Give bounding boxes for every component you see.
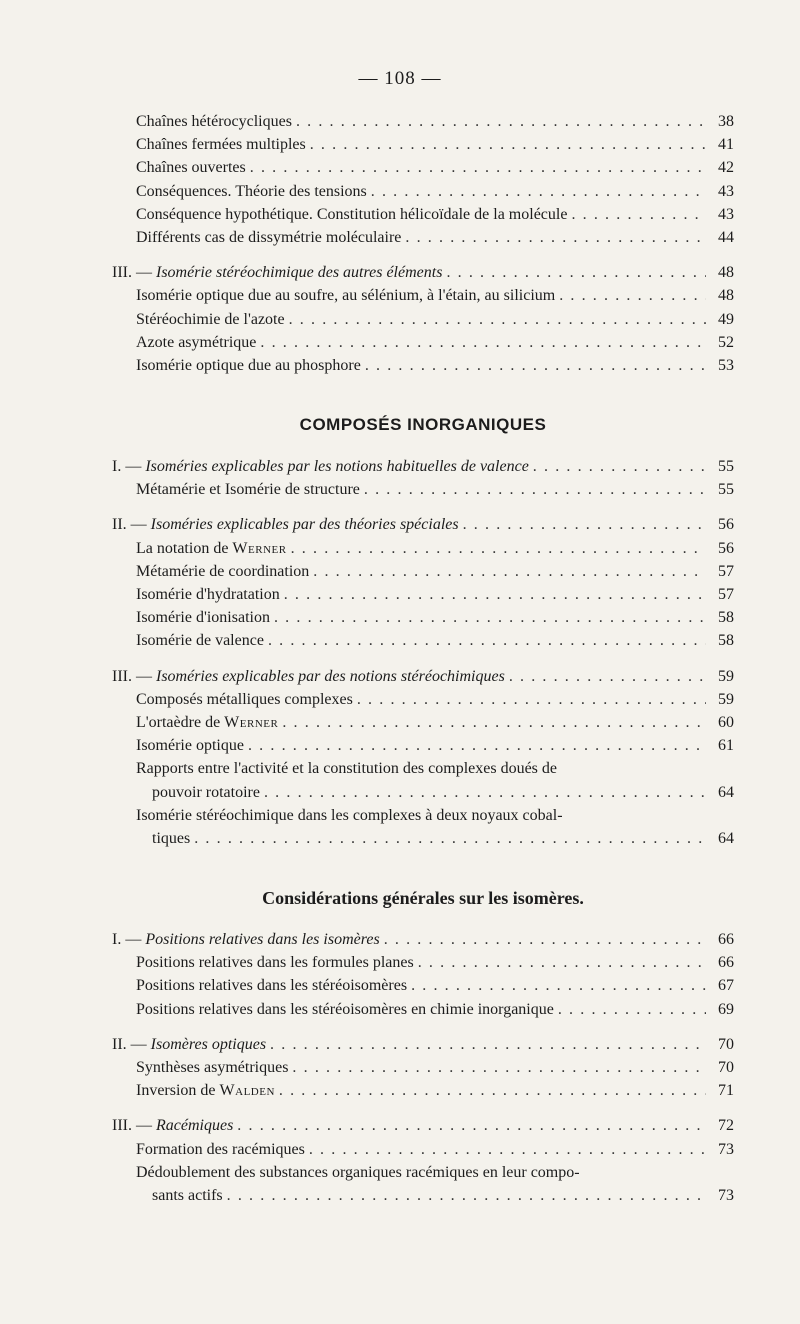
- toc-entry: Métamérie et Isomérie de structure . . . 55: [112, 478, 734, 501]
- section-title-general: Considérations générales sur les isomères.: [262, 888, 584, 909]
- toc-entry: Conséquence hypothétique. Constitution hélicoïdale de la molécule . . . 43: [112, 203, 734, 226]
- toc-section-heading: I. — Isoméries explicables par les notions habituelles de valence . . . 55: [112, 455, 734, 478]
- toc-entry: Azote asymétrique . . . 52: [112, 331, 734, 354]
- toc-entry-line: Dédoublement des substances organiques racémiques en leur compo-: [136, 1163, 580, 1181]
- toc-entry: Stéréochimie de l'azote . . . 49: [112, 308, 734, 331]
- toc-entry-line: Isomérie stéréochimique dans les complexes à deux noyaux cobal-: [136, 806, 563, 824]
- toc-section-heading: I. — Positions relatives dans les isomères . . . 66: [112, 928, 734, 951]
- toc-entry: pouvoir rotatoire . . . 64: [112, 781, 734, 804]
- toc-section-heading: III. — Isoméries explicables par des notions stéréochimiques . . . 59: [112, 665, 734, 688]
- toc-entry: Positions relatives dans les formules planes . . . 66: [112, 951, 734, 974]
- toc-entry: Conséquences. Théorie des tensions . . . 43: [112, 180, 734, 203]
- toc-entry: Chaînes fermées multiples . . . 41: [112, 133, 734, 156]
- toc-entry: Positions relatives dans les stéréoisomères en chimie inorganique . . . 69: [112, 998, 734, 1021]
- toc-entry: Métamérie de coordination . . . 57: [112, 560, 734, 583]
- toc-section-heading: III. — Racémiques . . . 72: [112, 1114, 734, 1137]
- toc-entry: Inversion de Walden . . . 71: [112, 1079, 734, 1102]
- toc-entry: Chaînes ouvertes . . . 42: [112, 156, 734, 179]
- toc-entry: Positions relatives dans les stéréoisomères . . . 67: [112, 974, 734, 997]
- toc-entry: L'ortaèdre de Werner . . . 60: [112, 711, 734, 734]
- toc-section-heading: III. — Isomérie stéréochimique des autres éléments . . . 48: [112, 261, 734, 284]
- toc-entry: Isomérie de valence . . . 58: [112, 629, 734, 652]
- toc-entry: Isomérie optique due au soufre, au sélénium, à l'étain, au silicium . . . 48: [112, 284, 734, 307]
- toc-entry: Synthèses asymétriques . . . 70: [112, 1056, 734, 1079]
- section-title-inorganic: COMPOSÉS INORGANIQUES: [299, 415, 547, 435]
- table-of-contents: [112, 110, 734, 1207]
- toc-entry: La notation de Werner . . . 56: [112, 537, 734, 560]
- toc-entry: Différents cas de dissymétrie moléculaire . . . 44: [112, 226, 734, 249]
- toc-section-heading: II. — Isomères optiques . . . 70: [112, 1033, 734, 1056]
- toc-section-heading: II. — Isoméries explicables par des théories spéciales . . . 56: [112, 513, 734, 536]
- page-number: — 108 —: [358, 68, 442, 89]
- toc-entry-line: Rapports entre l'activité et la constitution des complexes doués de: [136, 760, 557, 778]
- toc-entry: sants actifs . . . 73: [112, 1184, 734, 1207]
- toc-entry: tiques . . . 64: [112, 827, 734, 850]
- toc-entry: Isomérie optique due au phosphore . . . 53: [112, 354, 734, 377]
- toc-entry: Formation des racémiques . . . 73: [112, 1138, 734, 1161]
- toc-entry: Composés métalliques complexes . . . 59: [112, 688, 734, 711]
- toc-entry: Isomérie d'hydratation . . . 57: [112, 583, 734, 606]
- toc-entry: Chaînes hétérocycliques . . . 38: [112, 110, 734, 133]
- toc-entry: Isomérie optique . . . 61: [112, 734, 734, 757]
- toc-entry: Isomérie d'ionisation . . . 58: [112, 606, 734, 629]
